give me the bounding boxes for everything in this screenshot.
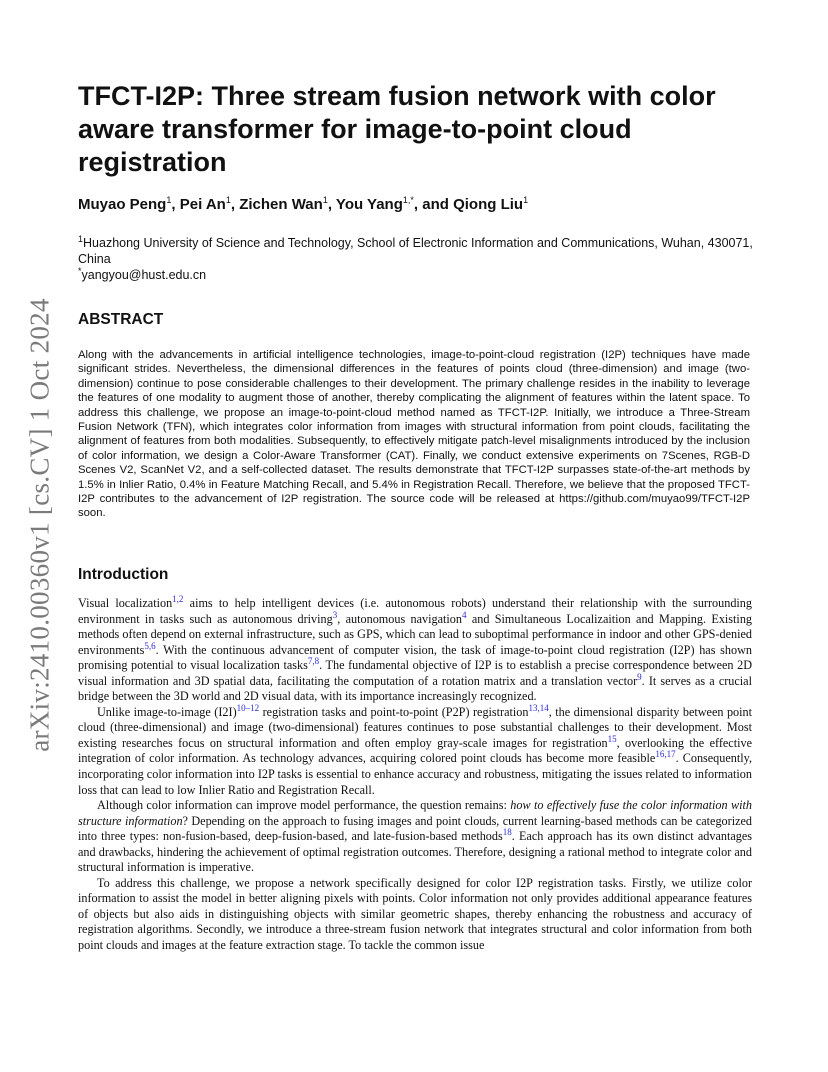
author-name: You Yang	[335, 196, 403, 213]
body-paragraph: Unlike image-to-image (I2I)$^{10-12}$ registration tasks and point-to-point (P2P) registration$^{13,14}$, the dimensional disparity between point cloud (three-dimensional) and image (two-dimensional) features continues to pose substantial challenges to their development. Most existing researches focus on structural information and often employ gray-scale images for registration$^{15}$, overlooking the effective integration of color information. As technology advances, acquiring colored point clouds has become more feasible$^{16,17}$. Consequently, incorporating color information into I2P tasks is essential to enhance accuracy and robustness, mitigating the issues related to information loss that can lead to low Inlier Ratio and Registration Recall.	[78, 702, 752, 797]
citation-link[interactable]: 9	[637, 671, 642, 682]
author-name: Qiong Liu	[453, 196, 524, 213]
author-name: Muyao Peng	[78, 196, 167, 213]
citation-link[interactable]: 4	[461, 609, 467, 620]
author-affiliation-mark: 1	[322, 195, 328, 205]
author-separator: ,	[327, 196, 336, 213]
author-affiliation-mark: 1	[225, 195, 231, 205]
author-separator: , and	[413, 196, 454, 213]
citation-link[interactable]: 5,6	[144, 640, 156, 651]
citation-link[interactable]: 1,2	[172, 593, 184, 604]
paper-title: TFCT-I2P: Three stream fusion network with color aware transformer for image-to-point cloud registration	[78, 81, 716, 177]
affiliation-mark: 1	[78, 233, 84, 244]
author-separator: ,	[230, 196, 240, 213]
author-name: Zichen Wan	[239, 196, 323, 213]
body-paragraph: Visual localization$^{1,2}$ aims to help intelligent devices (i.e. autonomous robots) understand their relationship with the surrounding environment in tasks such as autonomous driving$^3$, autonomous navigation$^4$ and Simultaneous Localizaition and Mapping. Existing methods often depend on external infrastructure, such as GPS, which can lead to suboptimal performance in indoor and other GPS-denied environments$^{5,6}$. With the continuous advancement of computer vision, the task of image-to-point cloud registration (I2P) has shown promising potential to visual localization tasks$^{7,8}$. The fundamental objective of I2P is to establish a precise correspondence between 2D visual information and 3D spatial data, facilitating the computation of a rotation matrix and a translation vector$^9$. It serves as a crucial bridge between the 3D world and 2D visual data, with its importance increasingly recognized.	[78, 593, 753, 704]
introduction-body	[78, 593, 753, 954]
citation-link[interactable]: 3	[332, 609, 338, 620]
citation-link[interactable]: 10–12	[236, 702, 260, 713]
introduction-heading: Introduction	[78, 566, 169, 583]
abstract-heading: ABSTRACT	[78, 311, 164, 328]
affiliations	[78, 235, 758, 283]
citation-link[interactable]: 13,14	[528, 702, 549, 713]
affiliation-text: Huazhong University of Science and Technology, School of Electronic Information and Communications, Wuhan, 430071, China	[78, 236, 753, 266]
emphasized-question: how to effectively fuse the color information with structure information	[78, 798, 753, 828]
author-affiliation-mark: 1,*	[402, 195, 414, 205]
citation-link[interactable]: 7,8	[307, 656, 320, 667]
affiliation-line	[78, 235, 758, 267]
email-address[interactable]: yangyou@hust.edu.cn	[81, 268, 207, 282]
author-name: Pei An	[179, 196, 226, 213]
arxiv-side-stamp: arXiv:2410.00360v1 [cs.CV] 1 Oct 2024	[24, 298, 55, 752]
body-paragraph: To address this challenge, we propose a network specifically designed for color I2P registration tasks. Firstly, we utilize color information to assist the model in better aligning pixels with points. Color information not only provides additional appearance features of objects but also aids in distinguishing objects with similar geometric shapes, thereby enhancing the robustness and accuracy of registration algorithms. Secondly, we introduce a three-stream fusion network that integrates structural and color information from both point clouds and images at the feature extraction stage. To tackle the common issue	[78, 875, 752, 953]
author-list	[78, 196, 758, 213]
citation-link[interactable]: 18	[502, 827, 512, 838]
author-affiliation-mark: 1	[523, 195, 529, 205]
email-line	[78, 267, 758, 283]
author-separator: ,	[171, 196, 180, 213]
abstract-text: Along with the advancements in artificial intelligence technologies, image-to-point-cloud registration (I2P) techniques have made significant strides. Nevertheless, the dimensional differences in the features of points cloud (three-dimension) and image (two-dimension) continue to pose considerable challenges to their development. The primary challenge resides in the inability to leverage the features of one modality to augment those of another, thereby complicating the alignment of features within the latent space. To address this challenge, we propose an image-to-point-cloud method named as TFCT-I2P. Initially, we introduce a Three-Stream Fusion Network (TFN), which integrates color information from images with structural information from point clouds, facilitating the alignment of features from both modalities. Subsequently, to effectively mitigate patch-level misalignments introduced by the inclusion of color information, we design a Color-Aware Transformer (CAT). Finally, we conduct extensive experiments on 7Scenes, RGB-D Scenes V2, ScanNet V2, and a self-collected dataset. The results demonstrate that TFCT-I2P surpasses state-of-the-art methods by 1.5% in Inlier Ratio, 0.4% in Feature Matching Recall, and 5.4% in Registration Recall. Therefore, we believe that the proposed TFCT-I2P contributes to the advancement of I2P registration. The source code will be released at https://github.com/muyao99/TFCT-I2P soon.	[78, 349, 750, 520]
citation-link[interactable]: 15	[607, 733, 617, 744]
email-mark: *	[78, 265, 82, 276]
author-affiliation-mark: 1	[166, 195, 172, 205]
citation-link[interactable]: 16,17	[655, 749, 676, 760]
body-paragraph: Although color information can improve model performance, the question remains: how to effectively fuse the color information with structure information? Depending on the approach to fusing images and point clouds, current learning-based methods can be categorized into three types: non-fusion-based, deep-fusion-based, and late-fusion-based methods$^{18}$. Each approach has its own distinct advantages and drawbacks, hindering the achievement of optimal registration outcomes. Therefore, designing a rational method to integrate color and structural information is imperative.	[78, 798, 753, 875]
